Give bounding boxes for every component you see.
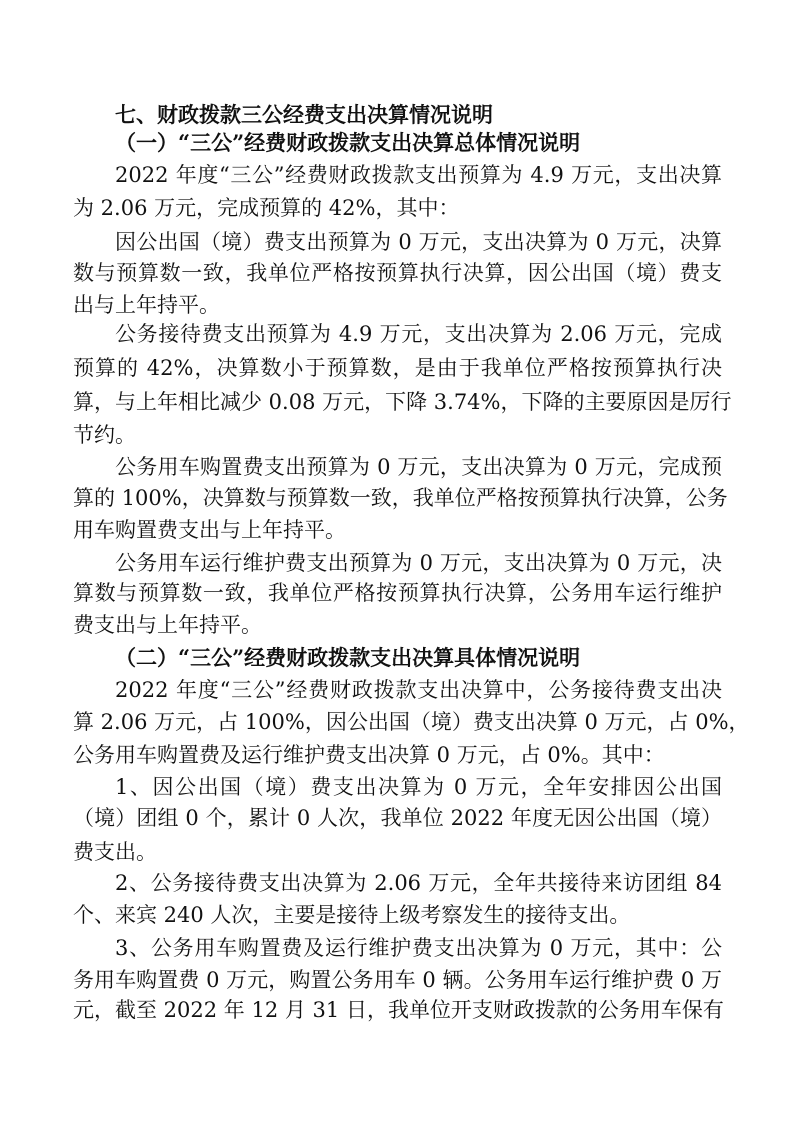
section-heading: 七、财政拨款三公经费支出决算情况说明 — [115, 102, 493, 127]
paragraph-line: 数与预算数一致，我单位严格按预算执行决算，因公出国（境）费支 — [73, 261, 722, 285]
paragraph-line: 2022 年度“三公”经费财政拨款支出决算中，公务接待费支出决 — [115, 678, 722, 702]
paragraph-line: 公务用车购置费及运行维护费支出决算 0 万元，占 0%。其中： — [73, 743, 665, 767]
paragraph-line: 预算的 42%，决算数小于预算数，是由于我单位严格按预算执行决 — [73, 356, 722, 380]
paragraph-line: 公务用车运行维护费支出预算为 0 万元，支出决算为 0 万元，决 — [115, 551, 722, 575]
paragraph-line: 用车购置费支出与上年持平。 — [73, 518, 346, 542]
paragraph-line: 因公出国（境）费支出预算为 0 万元，支出决算为 0 万元，决算 — [115, 230, 722, 254]
paragraph-line: 务用车购置费 0 万元，购置公务用车 0 辆。公务用车运行维护费 0 万 — [73, 968, 722, 992]
paragraph-line: 公务接待费支出预算为 4.9 万元，支出决算为 2.06 万元，完成 — [115, 322, 722, 346]
paragraph-line: 个、来宾 240 人次，主要是接待上级考察发生的接待支出。 — [73, 903, 631, 927]
paragraph-line: 算，与上年相比减少 0.08 万元，下降 3.74%，下降的主要原因是厉行 — [73, 390, 732, 414]
section-heading: （一）“三公”经费财政拨款支出决算总体情况说明 — [115, 130, 581, 155]
paragraph-line: 算 2.06 万元，占 100%，因公出国（境）费支出决算 0 万元，占 0%， — [73, 710, 750, 734]
paragraph-line: 元，截至 2022 年 12 月 31 日，我单位开支财政拨款的公务用车保有 — [73, 998, 724, 1022]
paragraph-line: 出与上年持平。 — [73, 293, 220, 317]
section-heading: （二）“三公”经费财政拨款支出决算具体情况说明 — [115, 645, 581, 670]
paragraph-line: 1、因公出国（境）费支出决算为 0 万元，全年安排因公出国 — [115, 775, 722, 799]
paragraph-line: 3、公务用车购置费及运行维护费支出决算为 0 万元，其中：公 — [115, 936, 722, 960]
paragraph-line: 公务用车购置费支出预算为 0 万元，支出决算为 0 万元，完成预 — [115, 455, 722, 479]
paragraph-line: 2、公务接待费支出决算为 2.06 万元，全年共接待来访团组 84 — [115, 871, 722, 895]
paragraph-line: （境）团组 0 个，累计 0 人次，我单位 2022 年度无因公出国（境） — [73, 806, 722, 830]
paragraph-line: 费支出。 — [73, 840, 157, 864]
paragraph-line: 为 2.06 万元，完成预算的 42%，其中： — [73, 196, 460, 220]
paragraph-line: 费支出与上年持平。 — [73, 613, 262, 637]
paragraph-line: 算数与预算数一致，我单位严格按预算执行决算，公务用车运行维护 — [73, 581, 722, 605]
paragraph-line: 节约。 — [73, 423, 136, 447]
paragraph-line: 算的 100%，决算数与预算数一致，我单位严格按预算执行决算，公务 — [73, 486, 728, 510]
paragraph-line: 2022 年度“三公”经费财政拨款支出预算为 4.9 万元，支出决算 — [115, 163, 722, 187]
